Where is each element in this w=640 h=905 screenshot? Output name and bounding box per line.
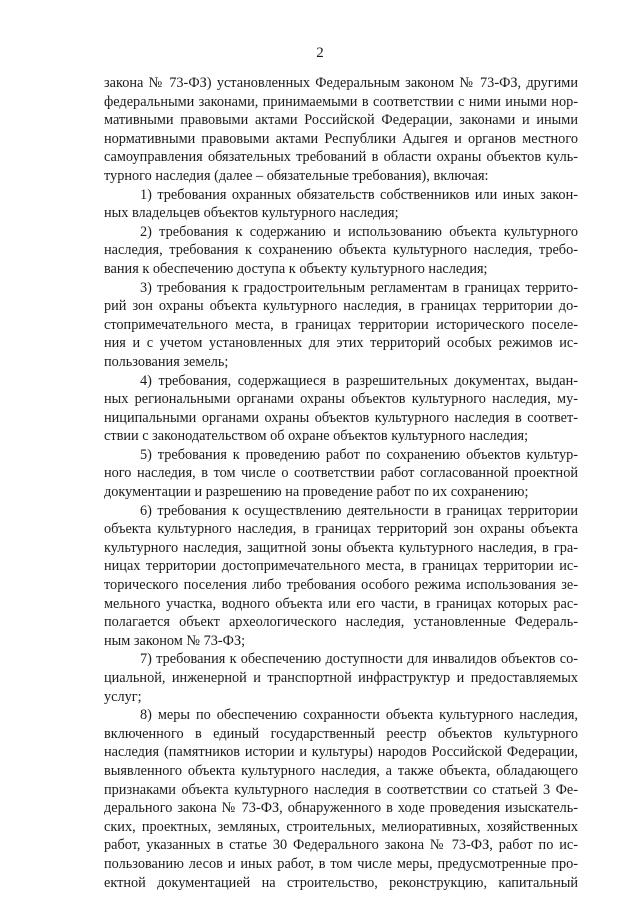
text-line: культурного наследия, защитной зоны объекта культурного наследия, в гра- — [104, 539, 578, 556]
text-line: наследия (памятников истории и культуры) народов Российской Федерации, — [104, 744, 578, 761]
text-line: ния и с учетом установленных для этих территорий особых режимов ис- — [104, 335, 578, 352]
paragraph — [104, 706, 578, 892]
text-line: включенного в единый государственный реестр объектов культурного — [104, 725, 578, 742]
text-line: ских, проектных, земляных, строительных, мелиоративных, хозяйственных — [104, 818, 578, 835]
text-line: ных региональными органами охраны объектов культурного наследия, му- — [104, 391, 578, 408]
text-line: ниципальными органами охраны объектов культурного наследия в соответ- — [104, 409, 578, 426]
paragraph — [104, 279, 578, 372]
text-line: 8) меры по обеспечению сохранности объекта культурного наследия, — [140, 707, 578, 724]
text-line: 4) требования, содержащиеся в разрешительных документах, выдан- — [140, 372, 578, 389]
paragraph — [104, 223, 578, 279]
text-line: федеральными законами, принимаемыми в соответствии с ними иными нор- — [104, 93, 578, 110]
text-line: 7) требования к обеспечению доступности для инвалидов объектов со- — [140, 651, 578, 668]
text-line: закона № 73-ФЗ) установленных Федеральным законом № 73-ФЗ, другими — [104, 75, 578, 91]
paragraph — [104, 186, 578, 223]
text-line: турного наследия (далее – обязательные требования), включая: — [104, 167, 489, 184]
text-line: самоуправления обязательных требований в области охраны объектов куль- — [104, 149, 578, 166]
text-line: ектной документацией на строительство, реконструкцию, капитальный — [104, 874, 578, 891]
text-line: работ, указанных в статье 30 Федерального закона № 73-ФЗ, работ по ис- — [104, 837, 578, 854]
text-line: наследия, требования к сохранению объекта культурного наследия, требо- — [104, 242, 578, 259]
text-line: ного наследия, в том числе о соответствии работ согласованной проектной — [104, 465, 578, 482]
text-line: выявленного объекта культурного наследия, а также объекта, обладающего — [104, 762, 578, 779]
text-line: ницах территории достопримечательного места, в границах территории ис- — [104, 558, 578, 575]
text-line: пользованию лесов и иных работ, в том числе меры, предусмотренные про- — [104, 855, 578, 872]
text-line: услуг; — [104, 688, 142, 705]
paragraph — [104, 650, 578, 706]
text-line: стопримечательного места, в границах территории исторического поселе- — [104, 316, 578, 333]
paragraph — [104, 502, 578, 651]
text-line: вания к обеспечению доступа к объекту культурного наследия; — [104, 260, 488, 277]
text-line: торического поселения либо требования особого режима использования зе- — [104, 577, 578, 594]
paragraph — [104, 74, 578, 186]
text-line: 3) требования к градостроительным регламентам в границах террито- — [140, 279, 578, 296]
page-number: 2 — [316, 45, 324, 61]
text-line: дерального закона № 73-ФЗ, обнаруженного в ходе проведения изыскатель- — [104, 800, 578, 817]
text-line: мельного участка, водного объекта или его части, в границах которых рас- — [104, 595, 578, 612]
text-line: рий зон охраны объекта культурного наследия, в границах территории до- — [104, 298, 578, 315]
text-line: ным законом № 73-ФЗ; — [104, 632, 246, 649]
text-line: 2) требования к содержанию и использованию объекта культурного — [140, 223, 578, 240]
text-line: пользования земель; — [104, 353, 229, 370]
text-line: полагается объект археологического наследия, установленные Федераль- — [104, 614, 578, 631]
text-line: 1) требования охранных обязательств собственников или иных закон- — [140, 186, 578, 203]
paragraph — [104, 446, 578, 502]
text-line: ных владельцев объектов культурного наследия; — [104, 205, 399, 222]
text-line: нормативными правовыми актами Республики Адыгея и органов местного — [104, 130, 578, 147]
text-line: 5) требования к проведению работ по сохранению объектов культур- — [140, 446, 578, 463]
paragraph — [104, 372, 578, 446]
text-line: объекта культурного наследия, в границах территорий зон охраны объекта — [104, 521, 578, 538]
document-body — [104, 74, 578, 892]
text-line: мативными правовыми актами Российской Федерации, законами и иными — [104, 112, 578, 129]
text-line: ствии с законодательством об охране объектов культурного наследия; — [104, 428, 529, 445]
text-line: признаками объекта культурного наследия в соответствии со статьей 3 Фе- — [104, 781, 578, 798]
text-line: 6) требования к осуществлению деятельности в границах территории — [140, 502, 578, 519]
text-line: документации и разрешению на проведение работ по их сохранению; — [104, 484, 529, 501]
text-line: циальной, инженерной и транспортной инфраструктур и предоставляемых — [104, 670, 578, 686]
